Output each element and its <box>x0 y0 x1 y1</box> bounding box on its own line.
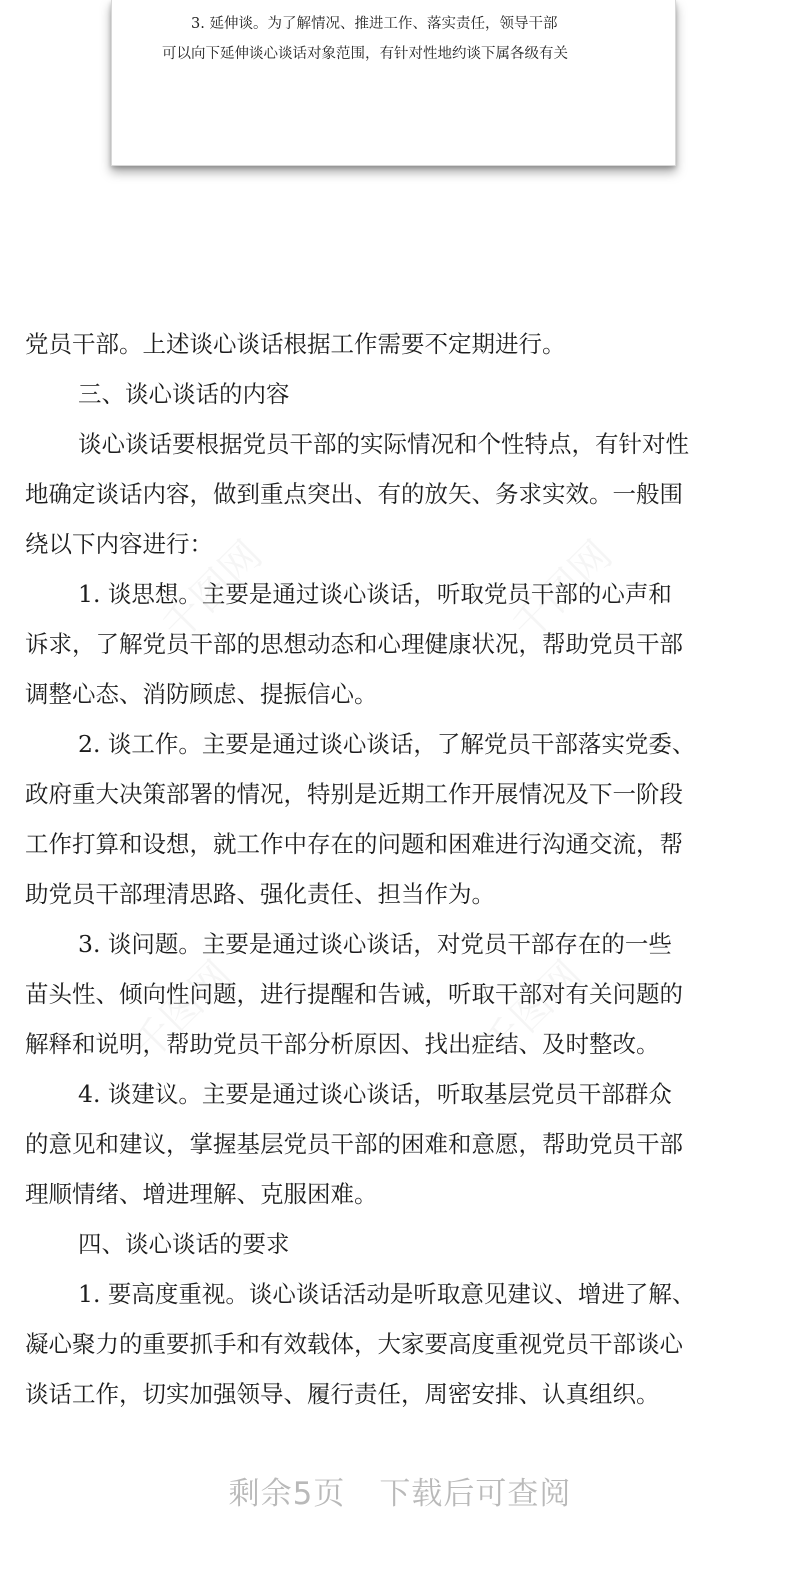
section-heading: 四、谈心谈话的要求 <box>78 1230 290 1258</box>
body-line: 党员干部。上述谈心谈话根据工作需要不定期进行。 <box>25 330 566 358</box>
body-line: 3. 谈问题。主要是通过谈心谈话，对党员干部存在的一些 <box>78 930 672 958</box>
body-line: 谈话工作，切实加强领导、履行责任，周密安排、认真组织。 <box>25 1380 660 1408</box>
body-line: 凝心聚力的重要抓手和有效载体，大家要高度重视党员干部谈心 <box>25 1330 683 1358</box>
download-to-view-label: 下载后可查阅 <box>379 1476 572 1512</box>
body-line: 解释和说明，帮助党员干部分析原因、找出症结、及时整改。 <box>25 1030 660 1058</box>
body-line: 理顺情绪、增进理解、克服困难。 <box>25 1180 378 1208</box>
body-line: 绕以下内容进行： <box>25 530 213 558</box>
preview-line-2: 可以向下延伸谈心谈话对象范围，有针对性地约谈下属各级有关 <box>162 46 568 62</box>
watermark: 千图网 <box>123 952 242 1070</box>
body-line: 的意见和建议，掌握基层党员干部的困难和意愿，帮助党员干部 <box>25 1130 683 1158</box>
body-line: 地确定谈话内容，做到重点突出、有的放矢、务求实效。一般围 <box>25 480 683 508</box>
body-line: 1. 要高度重视。谈心谈话活动是听取意见建议、增进了解、 <box>78 1280 696 1308</box>
preview-line-1: 3. 延伸谈。为了解情况、推进工作、落实责任，领导干部 <box>191 16 558 32</box>
body-line: 诉求，了解党员干部的思想动态和心理健康状况，帮助党员干部 <box>25 630 683 658</box>
body-line: 2. 谈工作。主要是通过谈心谈话，了解党员干部落实党委、 <box>78 730 696 758</box>
body-line: 苗头性、倾向性问题，进行提醒和告诫，听取干部对有关问题的 <box>25 980 683 1008</box>
body-line: 4. 谈建议。主要是通过谈心谈话，听取基层党员干部群众 <box>78 1080 672 1108</box>
watermark: 千图网 <box>153 532 272 650</box>
watermark: 千图网 <box>473 952 592 1070</box>
body-line: 谈心谈话要根据党员干部的实际情况和个性特点，有针对性 <box>78 430 689 458</box>
body-line: 工作打算和设想，就工作中存在的问题和困难进行沟通交流，帮 <box>25 830 683 858</box>
body-line: 政府重大决策部署的情况，特别是近期工作开展情况及下一阶段 <box>25 780 683 808</box>
section-heading: 三、谈心谈话的内容 <box>78 380 290 408</box>
body-line: 1. 谈思想。主要是通过谈心谈话，听取党员干部的心声和 <box>78 580 672 608</box>
download-prompt[interactable] <box>0 1468 800 1513</box>
watermark: 千图网 <box>503 532 622 650</box>
body-line: 调整心态、消防顾虑、提振信心。 <box>25 680 378 708</box>
body-line: 助党员干部理清思路、强化责任、担当作为。 <box>25 880 495 908</box>
previous-page-preview <box>111 0 676 166</box>
remaining-pages-label: 剩余5页 <box>228 1476 346 1512</box>
